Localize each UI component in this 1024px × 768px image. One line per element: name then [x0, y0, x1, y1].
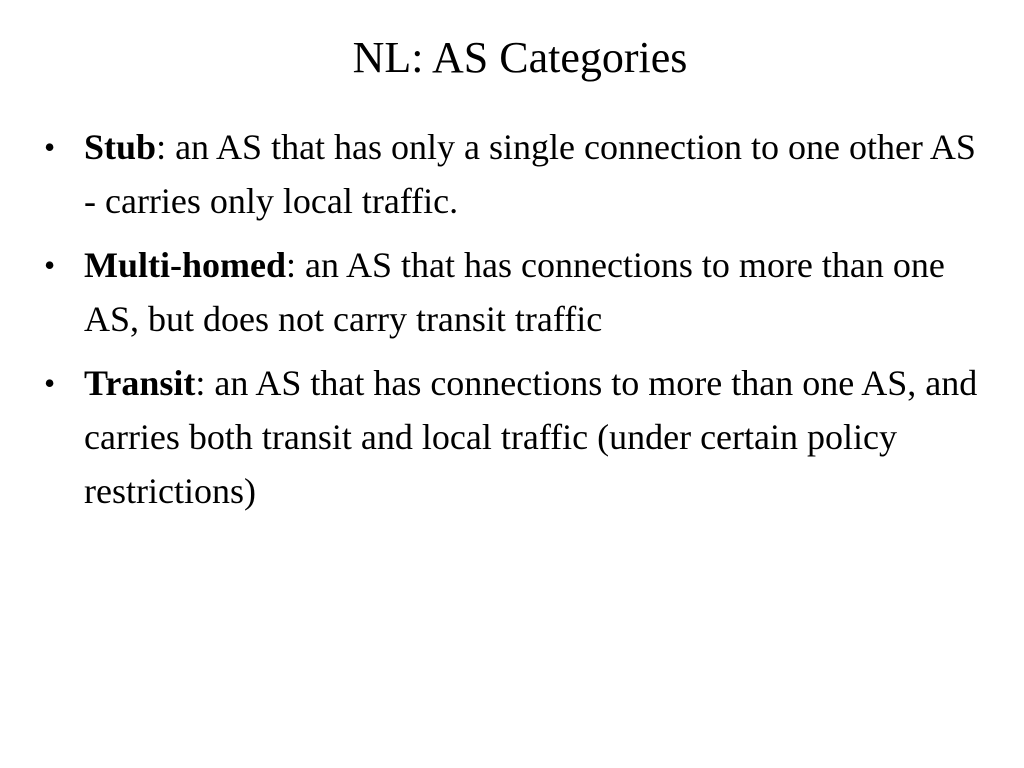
slide-title: NL: AS Categories [352, 33, 688, 82]
bullet-icon: • [44, 247, 56, 283]
bullet-list [0, 120, 1024, 528]
bullet-item-multi-homed [0, 238, 1024, 346]
bullet-item-stub [0, 120, 1024, 228]
bullet-icon: • [44, 129, 56, 165]
bullet-term: Multi-homed [84, 245, 286, 285]
bullet-text: : an AS that has connections to more than one AS, but does not carry transit traffic [84, 245, 945, 339]
bullet-term: Transit [84, 363, 196, 403]
bullet-term: Stub [84, 127, 157, 167]
bullet-text: : an AS that has only a single connection to one other AS - carries only local traffic. [84, 127, 976, 221]
bullet-icon: • [44, 365, 56, 401]
bullet-item-transit [0, 356, 1024, 518]
bullet-text: : an AS that has connections to more than one AS, and carries both transit and local traffic (under certain policy restrictions) [84, 363, 978, 511]
